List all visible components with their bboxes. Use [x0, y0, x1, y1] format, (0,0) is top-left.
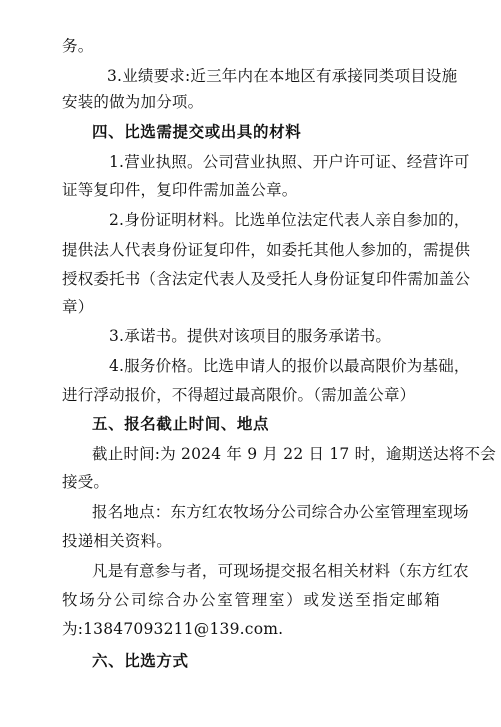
text-line: 提供法人代表身份证复印件，如委托其他人参加的，需提供 — [62, 241, 471, 259]
text-line: 证等复印件，复印件需加盖公章。 — [62, 181, 298, 199]
email-line: 为:13847093211@139.com. — [62, 620, 284, 638]
text-line: 安装的做为加分项。 — [62, 93, 204, 111]
text-line: 接受。 — [62, 473, 110, 491]
text-line: 2.身份证明材料。比选单位法定代表人亲自参加的， — [109, 211, 470, 229]
text-line: 章） — [62, 298, 94, 316]
section-heading: 四、比选需提交或出具的材料 — [92, 123, 302, 141]
section-heading: 六、比选方式 — [92, 652, 189, 670]
text-line: 1.营业执照。公司营业执照、开户许可证、经营许可 — [109, 153, 470, 171]
text-line: 4.服务价格。比选申请人的报价以最高限价为基础， — [109, 357, 470, 375]
text-line: 截止时间:为 2024 年 9 月 22 日 17 时，逾期送达将不会 — [92, 445, 496, 463]
text-line: 3.承诺书。提供对该项目的服务承诺书。 — [109, 327, 392, 345]
text-line: 凡是有意参与者，可现场提交报名相关材料（东方红农 — [92, 562, 469, 580]
text-line: 报名地点：东方红农牧场分公司综合办公室管理室现场 — [92, 503, 469, 521]
text-line: 投递相关资料。 — [62, 532, 172, 550]
text-line: 3.业绩要求:近三年内在本地区有承接同类项目设施 — [107, 67, 458, 85]
text-line: 进行浮动报价，不得超过最高限价。（需加盖公章） — [62, 386, 416, 404]
text-line: 牧场分公司综合办公室管理室）或发送至指定邮箱 — [62, 591, 440, 609]
text-line: 务。 — [62, 37, 94, 55]
text-line: 授权委托书（含法定代表人及受托人身份证复印件需加盖公 — [62, 270, 471, 288]
section-heading: 五、报名截止时间、地点 — [92, 415, 270, 433]
